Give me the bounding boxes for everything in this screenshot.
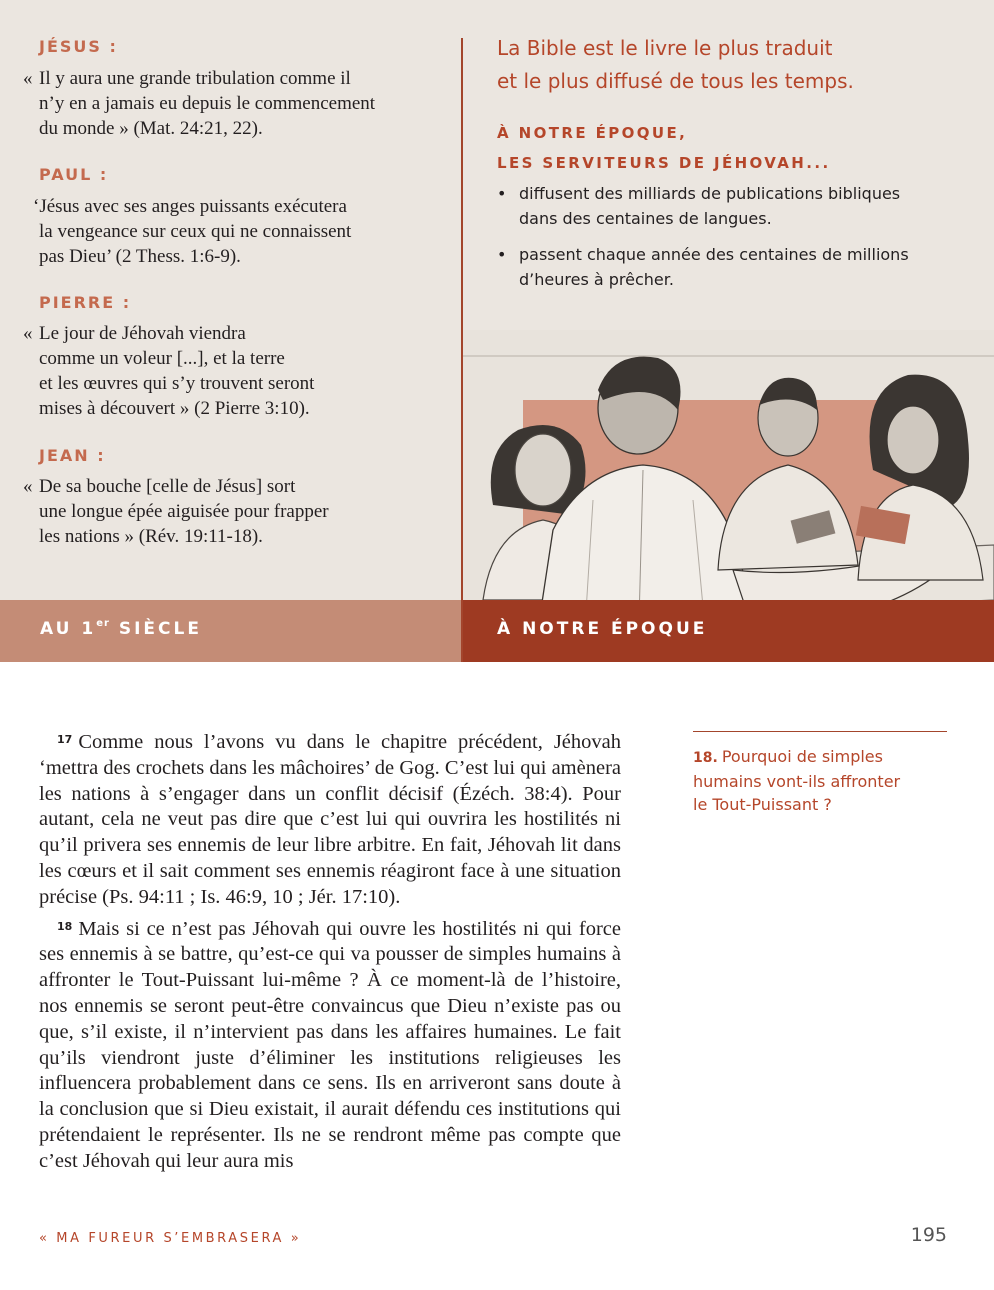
article-body <box>39 727 621 1178</box>
paragraph-text: Mais si ce n’est pas Jéhovah qui ouvre les hostilités ni qui force ses ennemis à se battre, qu’est-ce qui va pousser de simples humains à affronter le Tout-Puissant lui-même ? À ce moment-là de l’histoire, nos ennemis se seront peut-être convaincus que Dieu n’existe pas ou que, s’il existe, il n’intervient pas dans les affaires humaines. Le fait qu’ils viendront juste d’éliminer les institutions religieuses les influencera probablement dans ce sens. Ils en arriveront sans doute à la conclusion que si Dieu existait, il aurait défendu ces institutions qui prétendaient le représenter. Ils ne se rendront même pas compte que c’est Jéhovah qui leur aura mis <box>39 917 621 1172</box>
speaker-paul: PAUL : <box>39 165 109 184</box>
sub-heading-line: LES SERVITEURS DE JÉHOVAH... <box>497 154 831 172</box>
quote-line: n’y en a jamais eu depuis le commencement <box>39 93 376 114</box>
quote-line: ‘Jésus avec ses anges puissants exécutera <box>33 196 347 217</box>
band-label-text: AU 1 <box>40 619 97 639</box>
headline <box>497 32 967 98</box>
quote-line: De sa bouche [celle de Jésus] sort <box>39 476 296 497</box>
bullet-icon: • <box>497 245 507 264</box>
headline-line: et le plus diffusé de tous les temps. <box>497 69 854 93</box>
quote-open-mark: « <box>23 68 33 89</box>
list-item-line: dans des centaines de langues. <box>519 209 772 228</box>
sub-heading <box>497 118 967 178</box>
quote-line: et les œuvres qui s’y trouvent seront <box>39 373 315 394</box>
quote-line: mises à découvert » (2 Pierre 3:10). <box>39 398 310 419</box>
list-item <box>497 181 967 231</box>
study-question-rule <box>693 731 947 732</box>
study-question-text: Pourquoi de simples <box>721 747 883 766</box>
paragraph-number: 18 <box>57 919 73 933</box>
quote-line: Le jour de Jéhovah viendra <box>39 323 246 344</box>
list-item-line: d’heures à prêcher. <box>519 270 674 289</box>
paragraph-17 <box>39 727 621 911</box>
headline-line: La Bible est le livre le plus traduit <box>497 36 833 60</box>
study-question-line: le Tout-Puissant ? <box>693 795 832 814</box>
bullet-icon: • <box>497 184 507 203</box>
band-label-superscript: er <box>96 618 110 630</box>
quote-line: la vengeance sur ceux qui ne connaissent <box>39 221 352 242</box>
list-item <box>497 242 967 292</box>
quote-open-mark: « <box>23 476 33 497</box>
quote-paul <box>33 194 433 269</box>
quote-line: pas Dieu’ (2 Thess. 1:6-9). <box>39 246 241 267</box>
quote-jean <box>23 474 439 549</box>
our-time-label: À NOTRE ÉPOQUE <box>497 619 708 639</box>
list-item-line: passent chaque année des centaines de millions <box>519 245 909 264</box>
quote-line: les nations » (Rév. 19:11-18). <box>39 526 263 547</box>
quote-jesus <box>23 66 439 141</box>
study-question <box>693 745 947 816</box>
quote-open-mark: « <box>23 323 33 344</box>
study-question-line <box>693 745 947 770</box>
quote-line: une longue épée aiguisée pour frapper <box>39 501 329 522</box>
paragraph-number: 17 <box>57 733 73 746</box>
sub-heading-line: À NOTRE ÉPOQUE, <box>497 124 688 142</box>
paragraph-18 <box>39 914 621 1175</box>
paragraph-text: Comme nous l’avons vu dans le chapitre précédent, Jéhovah ‘mettra des crochets dans les mâchoires’ de Gog. C’est lui qui amènera les nations à s’engager dans un conflit décisif (Ézéch. 38:4). Pour autant, cela ne veut pas dire que c’est lui qui ouvrira les hostilités ni qu’il privera ses ennemis de leur libre arbitre. En fait, Jéhovah lit dans les cœurs et il sait comment ses ennemis réagiront face à une situation précise (Ps. 94:11 ; Is. 46:9, 10 ; Jér. 17:10). <box>39 731 621 908</box>
study-question-line: humains vont-ils affronter <box>693 772 901 791</box>
activity-list <box>497 181 967 303</box>
speaker-jesus: JÉSUS : <box>39 37 118 56</box>
running-footer-title: « MA FUREUR S’EMBRASERA » <box>39 1231 302 1246</box>
band-label-text: SIÈCLE <box>109 619 202 639</box>
quote-pierre <box>23 321 439 421</box>
first-century-column <box>0 0 461 600</box>
quote-line: du monde » (Mat. 24:21, 22). <box>39 118 263 139</box>
study-question-number: 18. <box>693 750 718 766</box>
page-number: 195 <box>910 1224 947 1246</box>
list-item-line: diffusent des milliards de publications bibliques <box>519 184 901 203</box>
quote-line: Il y aura une grande tribulation comme il <box>39 68 351 89</box>
first-century-label <box>40 619 202 639</box>
quote-line: comme un voleur [...], et la terre <box>39 348 285 369</box>
speaker-jean: JEAN : <box>39 446 106 465</box>
speaker-pierre: PIERRE : <box>39 293 132 312</box>
